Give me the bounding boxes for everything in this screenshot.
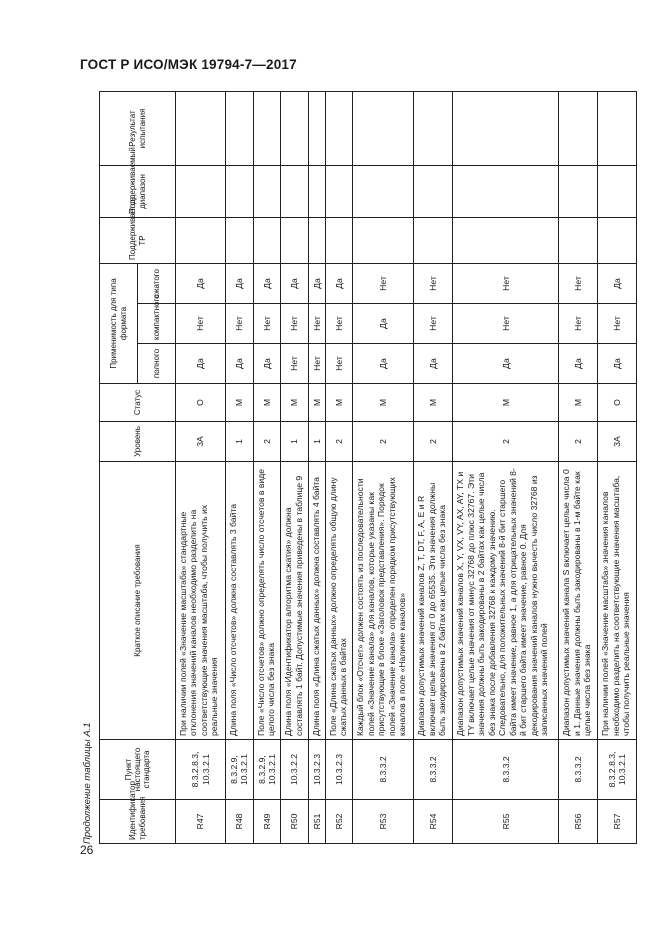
col-header-supported-range: Поддерживаемый диапазон xyxy=(100,165,176,217)
cell-supported-range xyxy=(598,165,637,217)
cell-clause: 10.3.2.3 xyxy=(309,740,326,800)
cell-compact: Нет xyxy=(309,304,326,344)
cell-supported-range xyxy=(559,165,598,217)
page-title: ГОСТ Р ИСО/МЭК 19794-7—2017 xyxy=(80,57,297,72)
col-header-id: Идентификатор требования xyxy=(100,800,176,844)
cell-description: Длина поля «Число отсчетов» должна составлять 3 байта xyxy=(226,462,254,740)
cell-id: R53 xyxy=(353,800,414,844)
cell-status: M xyxy=(226,384,254,422)
cell-result xyxy=(353,91,414,165)
table-row xyxy=(226,91,254,843)
cell-level: 2 xyxy=(353,422,414,462)
cell-description: Диапазон допустимых значений каналов X, Y, VX, VY, AX, AY, TX и TY включает целые значения от минус 32768 до плюс 32767. Эти значения должны быть закодированы в 2 байтах как целые числа без знака после добавления 32768 к каждому значению. Следовательно, для положительных значений 8-й бит старшего байта имеет значение, равное 1, а для отрицательных значений 8-й бит старшего байта имеет значение, равное 0. Для декодирования значений каналов нужно вычесть число 32768 из записанных значений полей xyxy=(453,462,559,740)
col-header-full: полного xyxy=(138,344,176,384)
cell-clause: 8.3.2.9, 10.3.2.1 xyxy=(253,740,281,800)
col-header-clause: Пункт настоящего стандарта xyxy=(100,740,176,800)
cell-level: 2 xyxy=(325,422,353,462)
cell-clause: 8.3.2.8.3, 10.3.2.1 xyxy=(598,740,637,800)
cell-compact: Нет xyxy=(226,304,254,344)
cell-status: M xyxy=(253,384,281,422)
cell-clause: 8.3.2.9, 10.3.2.1 xyxy=(226,740,254,800)
col-header-compact: компактного xyxy=(138,304,176,344)
cell-full: Да xyxy=(176,344,226,384)
cell-full: Да xyxy=(453,344,559,384)
cell-id: R49 xyxy=(253,800,281,844)
col-header-status: Статус xyxy=(100,384,176,422)
cell-compressed: Нет xyxy=(559,263,598,303)
cell-compressed: Да xyxy=(281,263,309,303)
cell-status: M xyxy=(559,384,598,422)
cell-compact: Нет xyxy=(559,304,598,344)
cell-clause: 8.3.3.2 xyxy=(353,740,414,800)
cell-full: Нет xyxy=(281,344,309,384)
cell-supported-tp xyxy=(226,217,254,263)
col-header-compressed: сжатого xyxy=(138,263,176,303)
cell-full: Нет xyxy=(325,344,353,384)
cell-supported-range xyxy=(226,165,254,217)
table-row xyxy=(598,91,637,843)
table-body xyxy=(176,91,637,843)
cell-compressed: Нет xyxy=(414,263,453,303)
col-header-description: Краткое описание требования xyxy=(100,462,176,740)
cell-level: 1 xyxy=(281,422,309,462)
col-header-applicability: Применимость для типа формата xyxy=(100,263,138,383)
cell-status: M xyxy=(353,384,414,422)
cell-description: Поле «Длина сжатых данных» должно определять общую длину сжатых данных в байтах xyxy=(325,462,353,740)
cell-status: M xyxy=(414,384,453,422)
cell-description: Длина поля «Длина сжатых данных» должна составлять 4 байта xyxy=(309,462,326,740)
cell-description: Длина поля «Идентификатор алгоритма сжатия» должна составлять 1 байт. Допустимые значения приведены в таблице 9 xyxy=(281,462,309,740)
cell-status: M xyxy=(453,384,559,422)
cell-clause: 8.3.3.2 xyxy=(559,740,598,800)
cell-full: Да xyxy=(253,344,281,384)
cell-supported-range xyxy=(353,165,414,217)
cell-supported-tp xyxy=(559,217,598,263)
col-header-results: Результат испытания xyxy=(100,91,176,165)
cell-full: Да xyxy=(559,344,598,384)
cell-supported-range xyxy=(309,165,326,217)
cell-compressed: Нет xyxy=(353,263,414,303)
cell-id: R48 xyxy=(226,800,254,844)
cell-result xyxy=(414,91,453,165)
cell-compressed: Да xyxy=(598,263,637,303)
cell-compressed: Да xyxy=(226,263,254,303)
cell-compact: Нет xyxy=(414,304,453,344)
cell-result xyxy=(226,91,254,165)
cell-supported-tp xyxy=(353,217,414,263)
cell-supported-tp xyxy=(253,217,281,263)
cell-supported-range xyxy=(281,165,309,217)
cell-level: 3A xyxy=(176,422,226,462)
cell-result xyxy=(453,91,559,165)
cell-compressed: Да xyxy=(176,263,226,303)
cell-supported-tp xyxy=(453,217,559,263)
cell-id: R57 xyxy=(598,800,637,844)
cell-supported-tp xyxy=(309,217,326,263)
cell-level: 3A xyxy=(598,422,637,462)
cell-supported-range xyxy=(325,165,353,217)
cell-id: R50 xyxy=(281,800,309,844)
cell-compact: Нет xyxy=(176,304,226,344)
col-header-supported-tp: Поддерживается ТР xyxy=(100,217,176,263)
cell-compact: Нет xyxy=(253,304,281,344)
cell-compact: Нет xyxy=(598,304,637,344)
table-row xyxy=(414,91,453,843)
cell-status: M xyxy=(309,384,326,422)
cell-full: Да xyxy=(226,344,254,384)
cell-result xyxy=(325,91,353,165)
cell-level: 2 xyxy=(414,422,453,462)
cell-level: 2 xyxy=(253,422,281,462)
cell-level: 1 xyxy=(226,422,254,462)
cell-supported-tp xyxy=(325,217,353,263)
cell-description: При наличии полей «Значение масштаба» значения каналов необходимо разделить на соответствующие значения масштаба, чтобы получить реальные значения xyxy=(598,462,637,740)
cell-compact: Нет xyxy=(325,304,353,344)
table-row xyxy=(559,91,598,843)
cell-result xyxy=(559,91,598,165)
cell-clause: 8.3.2.8.3, 10.3.2.1 xyxy=(176,740,226,800)
cell-status: M xyxy=(281,384,309,422)
cell-description: Диапазон допустимых значений канала S включает целые числа 0 и 1. Данные значения должны быть закодированы в 1-м байте как целые числа без знака xyxy=(559,462,598,740)
cell-status: M xyxy=(325,384,353,422)
cell-supported-tp xyxy=(176,217,226,263)
table-caption: Продолжение таблицы А.1 xyxy=(82,722,93,844)
cell-compressed: Нет xyxy=(453,263,559,303)
table-row xyxy=(281,91,309,843)
cell-id: R47 xyxy=(176,800,226,844)
cell-compact: Да xyxy=(353,304,414,344)
cell-description: При наличии полей «Значение масштаба» стандартные отклонения значений каналов необходимо разделить на соответствующие значения масштаба, чтобы получить их реальные значения xyxy=(176,462,226,740)
cell-full: Да xyxy=(414,344,453,384)
cell-description: Диапазон допустимых значений каналов Z, T, DT, F, A, E и R включает целые значения от 0 до 65535. Эти значения должны быть закодированы в 2 байтах как целые числа без знака xyxy=(414,462,453,740)
cell-clause: 10.3.2.3 xyxy=(325,740,353,800)
cell-full: Да xyxy=(353,344,414,384)
cell-supported-tp xyxy=(414,217,453,263)
cell-result xyxy=(253,91,281,165)
cell-supported-tp xyxy=(281,217,309,263)
cell-supported-range xyxy=(414,165,453,217)
table-row xyxy=(353,91,414,843)
cell-clause: 8.3.3.2 xyxy=(414,740,453,800)
cell-result xyxy=(281,91,309,165)
cell-level: 2 xyxy=(453,422,559,462)
cell-id: R51 xyxy=(309,800,326,844)
table-row xyxy=(453,91,559,843)
cell-supported-range xyxy=(253,165,281,217)
cell-clause: 10.3.2.2 xyxy=(281,740,309,800)
rotated-table-block xyxy=(82,92,637,844)
cell-supported-tp xyxy=(598,217,637,263)
cell-compact: Нет xyxy=(453,304,559,344)
cell-id: R56 xyxy=(559,800,598,844)
cell-status: O xyxy=(176,384,226,422)
cell-id: R54 xyxy=(414,800,453,844)
table-row xyxy=(309,91,326,843)
col-header-level: Уровень xyxy=(100,422,176,462)
cell-supported-range xyxy=(453,165,559,217)
cell-full: Да xyxy=(598,344,637,384)
cell-compressed: Да xyxy=(253,263,281,303)
page-number: 26 xyxy=(80,843,94,857)
cell-result xyxy=(598,91,637,165)
cell-compressed: Да xyxy=(325,263,353,303)
table-row xyxy=(253,91,281,843)
table-row xyxy=(325,91,353,843)
cell-description: Каждый блок «Отсчет» должен состоять из последовательности полей «Значение канала» для каналов, которые указаны как присутствующие в блоке «Заголовок представления». Порядок полей «Значение канала» определен порядком присутствующих каналов в поле «Наличие каналов» xyxy=(353,462,414,740)
cell-id: R52 xyxy=(325,800,353,844)
cell-result xyxy=(309,91,326,165)
requirements-table xyxy=(99,91,637,844)
cell-clause: 8.3.3.2 xyxy=(453,740,559,800)
table-row xyxy=(176,91,226,843)
cell-supported-range xyxy=(176,165,226,217)
cell-level: 1 xyxy=(309,422,326,462)
cell-description: Поле «Число отсчетов» должно определять число отсчетов в виде целого числа без знака xyxy=(253,462,281,740)
cell-level: 2 xyxy=(559,422,598,462)
cell-full: Нет xyxy=(309,344,326,384)
cell-status: O xyxy=(598,384,637,422)
cell-id: R55 xyxy=(453,800,559,844)
cell-compact: Нет xyxy=(281,304,309,344)
cell-compressed: Да xyxy=(309,263,326,303)
cell-result xyxy=(176,91,226,165)
